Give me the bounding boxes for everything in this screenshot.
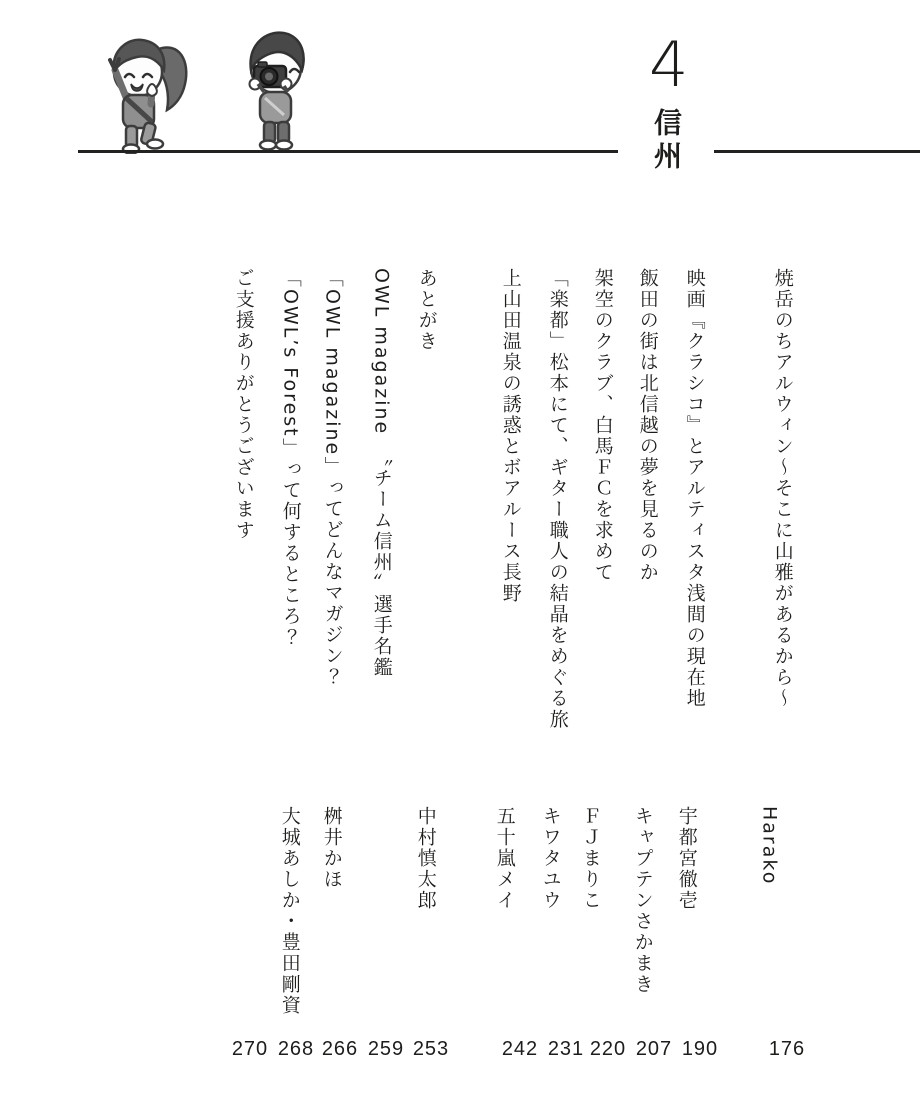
toc-entry-author: 五十嵐メイ [493, 806, 516, 911]
toc-entry-title: 「楽都」松本にて、ギター職人の結晶をめぐる旅 [546, 268, 569, 730]
toc-entry-author: 中村慎太郎 [414, 806, 437, 911]
camera-lens-inner [265, 73, 273, 81]
toc-entry-page-number: 259 [367, 1038, 405, 1060]
boy-shoe-left [260, 141, 276, 150]
boy-illustration [218, 22, 330, 152]
toc-entry-title: あとがき [415, 268, 438, 352]
toc-entry-title: OWL magazine 〝チーム信州〟選手名鑑 [370, 268, 393, 678]
toc-entry-page-number: 253 [412, 1038, 450, 1060]
toc-entry-title: 焼岳のちアルウィン～そこに山雅があるから～ [771, 268, 794, 709]
toc-entry-page-number: 207 [635, 1038, 673, 1060]
toc-entry-page-number: 266 [321, 1038, 359, 1060]
toc-entry-page-number: 231 [547, 1038, 585, 1060]
toc-entry-page-number: 220 [589, 1038, 627, 1060]
toc-entry-author: 桝井かほ [320, 806, 343, 890]
toc-entry-author: Harako [758, 806, 781, 886]
toc-entry-page-number: 270 [231, 1038, 269, 1060]
toc-entry-page-number: 242 [501, 1038, 539, 1060]
toc-entry-title: 「OWL magazine」ってどんなマガジン？ [321, 268, 344, 688]
header-rule-right [714, 150, 920, 153]
header-rule-left [78, 150, 618, 153]
toc-entry-author: キャプテンさかまき [631, 806, 654, 995]
toc-entry-author: 大城あしか・豊田剛資 [278, 806, 301, 1016]
toc-entry-title: 架空のクラブ、白馬ＦＣを求めて [591, 268, 614, 583]
toc-entry-author: ＦＪまりこ [579, 806, 602, 911]
toc-entry-title: 「OWL’s Forest」って何するところ？ [279, 268, 302, 648]
girl-illustration [88, 28, 196, 154]
toc-entry-page-number: 268 [277, 1038, 315, 1060]
toc-entry-title: 飯田の街は北信越の夢を見るのか [636, 268, 659, 583]
toc-entry-page-number: 176 [768, 1038, 806, 1060]
camera-viewfinder [258, 62, 267, 67]
toc-entry-title: 映画『クラシコ』とアルティスタ浅間の現在地 [683, 268, 706, 709]
toc-entry-title: 上山田温泉の誘惑とボアルース長野 [499, 268, 522, 604]
chapter-title: 信州 [650, 108, 683, 174]
girl-held-item [147, 84, 157, 96]
toc-entry-author: 宇都宮徹壱 [675, 806, 698, 911]
girl-shoe-right [147, 140, 163, 149]
boy-shoe-right [276, 141, 292, 150]
chapter-number: 4 [649, 28, 689, 101]
toc-entry-author: キワタユウ [539, 806, 562, 911]
toc-entry-title: ご支援ありがとうございます [232, 268, 255, 541]
toc-entry-page-number: 190 [681, 1038, 719, 1060]
